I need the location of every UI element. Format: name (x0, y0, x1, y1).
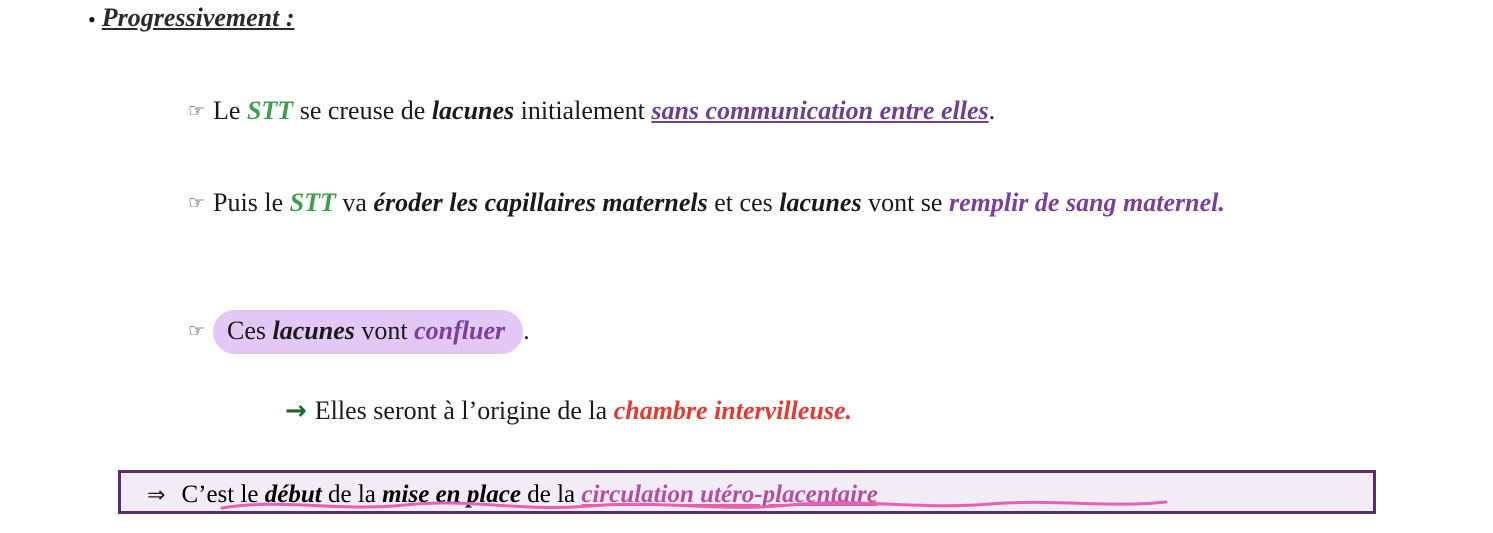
c-seg3: de la (520, 481, 582, 508)
paragraph-4 (285, 392, 1185, 430)
c-mise: mise en place (382, 481, 521, 508)
p1-seg3: initialement (514, 96, 652, 125)
section-heading-text: Progressivement : (101, 3, 295, 32)
p2-seg3: et ces (707, 188, 780, 217)
p2-seg4: vont se (861, 188, 949, 217)
highlighted-phrase (213, 310, 523, 354)
c-seg2: de la (321, 481, 383, 508)
conclusion-text (147, 477, 878, 514)
right-arrow-icon: → (285, 396, 307, 426)
paragraph-3 (188, 310, 788, 354)
paragraph-2 (188, 184, 1368, 222)
c-circulation: circulation utéro-placentaire (581, 481, 878, 508)
p1-seg2: se creuse de (293, 96, 432, 125)
p1-emphasis: sans communication entre elles (651, 96, 989, 125)
pointing-hand-icon: ☞ (188, 100, 206, 122)
p2-eroder: éroder les capillaires maternels (373, 188, 708, 217)
conclusion-box (118, 470, 1376, 514)
c-debut: début (264, 481, 322, 508)
p2-seg2: va (335, 188, 374, 217)
p3-lacunes: lacunes (272, 316, 355, 345)
c-seg1: C’est le (181, 481, 265, 508)
section-heading (88, 2, 295, 36)
paragraph-1 (188, 92, 1448, 130)
p2-stt: STT (289, 188, 336, 217)
p3-seg2: vont (354, 316, 415, 345)
bullet-icon: • (88, 7, 96, 33)
double-arrow-icon: ⇒ (147, 483, 166, 508)
p3-confluer: confluer (414, 316, 506, 345)
p4-chambre: chambre intervilleuse. (613, 396, 853, 425)
p3-seg3: . (523, 316, 530, 345)
p2-remplir: remplir de sang maternel. (948, 188, 1225, 217)
p4-seg1: Elles seront à l’origine de la (314, 396, 614, 425)
p2-seg1: Puis le (213, 188, 290, 217)
p2-lacunes: lacunes (779, 188, 862, 217)
pointing-hand-icon: ☞ (188, 320, 206, 342)
p3-seg1: Ces (227, 316, 273, 345)
p1-stt: STT (246, 96, 294, 125)
p1-seg1: Le (213, 96, 247, 125)
p1-seg4: . (988, 96, 996, 125)
pointing-hand-icon: ☞ (188, 192, 206, 214)
p1-lacunes: lacunes (431, 96, 515, 125)
